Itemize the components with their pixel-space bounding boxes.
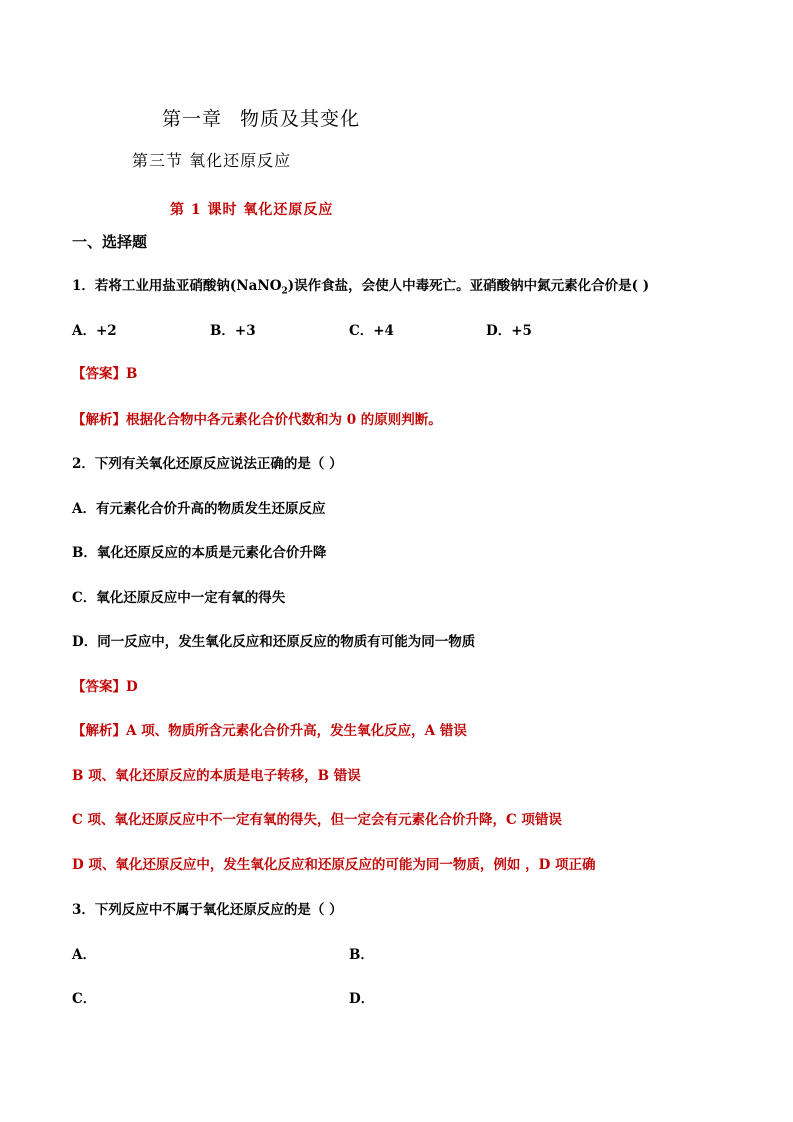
q3-option-d: D．	[349, 991, 375, 1007]
lesson-title: 第 1 课时 氧化还原反应	[170, 202, 334, 218]
q2-option-c: C．氧化还原反应中一定有氧的得失	[72, 590, 286, 606]
section-title: 第三节 氧化还原反应	[132, 151, 292, 170]
part-heading: 一、选择题	[72, 233, 148, 251]
chapter-name: 物质及其变化	[240, 108, 361, 130]
q1-option-a: A．+2	[72, 323, 117, 339]
q1-option-b: B．+3	[210, 323, 256, 339]
q2-answer: 【答案】D	[72, 679, 138, 695]
q2-analysis-line: 【解析】A 项、物质所含元素化合价升高，发生氧化反应，A 错误	[72, 723, 467, 739]
q2-option-d: D．同一反应中，发生氧化反应和还原反应的物质有可能为同一物质	[72, 634, 476, 650]
q3-option-a: A．	[72, 947, 96, 963]
q1-option-c: C．+4	[349, 323, 394, 339]
q1-analysis: 【解析】根据化合物中各元素化合价代数和为 0 的原则判断。	[72, 412, 442, 428]
q2-analysis-line: C 项、氧化还原反应中不一定有氧的得失，但一定会有元素化合价升降，C 项错误	[72, 812, 562, 828]
question-2-stem: 2．下列有关氧化还原反应说法正确的是（ ）	[72, 456, 343, 472]
q2-analysis-line: B 项、氧化还原反应的本质是电子转移，B 错误	[72, 768, 361, 784]
q3-option-c: C．	[72, 991, 97, 1007]
question-1-stem: 1．若将工业用盐亚硝酸钠(NaNO$_2$)误作食盐，会使人中毒死亡。亚硝酸钠中氮元素化合价是( )	[72, 278, 650, 297]
chapter-title	[162, 104, 360, 131]
chapter-number: 第一章	[162, 108, 223, 130]
q1-option-d: D．+5	[486, 323, 532, 339]
q1-answer: 【答案】B	[72, 366, 138, 382]
q2-option-b: B．氧化还原反应的本质是元素化合价升降	[72, 545, 327, 561]
q3-option-b: B．	[349, 947, 374, 963]
q2-option-a: A．有元素化合价升高的物质发生还原反应	[72, 501, 326, 517]
question-3-stem: 3．下列反应中不属于氧化还原反应的是（ ）	[72, 902, 343, 918]
q2-analysis-line: D 项、氧化还原反应中，发生氧化反应和还原反应的可能为同一物质，例如 ，D 项正确	[72, 857, 596, 873]
